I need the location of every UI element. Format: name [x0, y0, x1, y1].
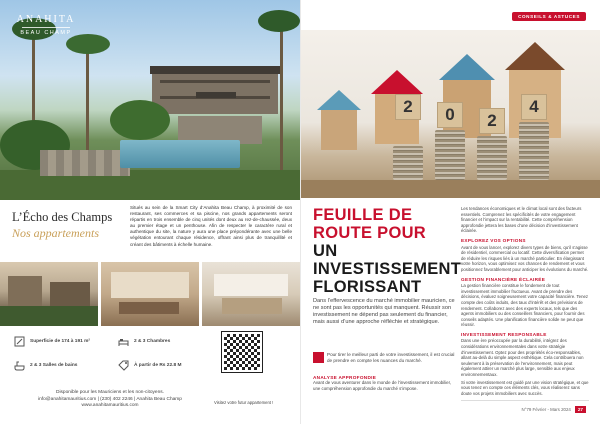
options-text: Avant de vous lancer, explorez divers types de biens, qu’il s’agisse de résidentiel, commercial ou locatif. Cette diversification permet de réduire les risques liés à un marché particulier. En élargissant votre horizon, vous optimisez vos chances de rendement et vous positionnez favorablement pour anticiper les évolutions du marché. [461, 244, 589, 272]
availability-text: Disponible pour les Mauriciens et les non-citoyens. [56, 390, 164, 395]
year-digit-3: 2 [479, 108, 505, 134]
headline-line-3: INVESTISSEMENT [313, 260, 462, 278]
houses-coins-image [301, 30, 600, 198]
intro-text: Les tendances économiques et le climat local sont des facteurs essentiels. Comprenez les spécificités de votre engagement financier et l’impact sur la rentabilité. Cette compréhension approfondie jettera les bases d’une décision d’investissement éclairée. [461, 206, 582, 234]
closing-text: Si votre investissement est guidé par une vision stratégique, et que vous tenez en compte ces éléments clés, vous réaliserez sans doute vos projets immobiliers avec succès. [461, 379, 589, 396]
analysis-text: Avant de vous aventurer dans le monde de l’investissement immobilier, une compréhension approfondie du marché s’impose. [313, 380, 452, 391]
finance-text: La gestion financière constitue le fondement de tout investissement immobilier fructueux. Avant de prendre des décisions, évaluez soigneusement votre capacité financière. Tenez compte des coûts induits, des taux d’intérêt et des prévisions de rendement. Collaborez avec des experts locaux, tels que des agents immobiliers ou des conseillers financiers, pour fournir des conseils adaptés. Une planification financière solide ne peut que réussir. [461, 283, 588, 328]
gallery-photo-living [101, 262, 199, 326]
year-digit-2: 0 [437, 102, 463, 128]
analysis-heading: ANALYSE APPROFONDIE [313, 375, 377, 380]
year-digit-4: 4 [521, 94, 547, 120]
section-title [12, 210, 120, 241]
contact-info [10, 390, 210, 410]
logo-subtitle: BEAU CHAMP [20, 30, 72, 36]
resort-hero-image [0, 0, 300, 200]
feature-area-text: Superficie de 174 à 191 m² [30, 338, 90, 344]
section-title-main: L’Écho des Champs [12, 210, 113, 224]
category-badge: CONSEILS & ASTUCES [512, 12, 586, 21]
anahita-logo [16, 14, 76, 36]
page-footer [522, 406, 586, 413]
article-headline [313, 206, 462, 296]
responsible-heading: INVESTISSEMENT RESPONSABLE [461, 331, 547, 337]
headline-line-2b: UN [313, 242, 338, 260]
area-icon [14, 336, 25, 347]
headline-line-4: FLORISSANT [313, 278, 422, 296]
feature-area [14, 336, 114, 347]
article-column-right [461, 206, 589, 398]
website-link[interactable]: www.anahitamauritius.com [81, 403, 139, 408]
pull-quote-text: Pour tirer le meilleur parti de votre investissement, il est crucial de prendre en compte les nuances du marché. [327, 352, 455, 363]
footer-divider [461, 400, 589, 401]
headline-line-2a: ROUTE POUR [313, 224, 427, 242]
page-number: 27 [575, 406, 586, 413]
feature-bathrooms-text: 2 & 3 Salles de bains [30, 362, 78, 368]
feature-price-text: À partir de Rs 22.8 M [134, 362, 182, 368]
headline-line-1: FEUILLE DE [313, 206, 413, 224]
qr-code[interactable] [222, 332, 262, 372]
lead-paragraph: Dans l’effervescence du marché immobilier mauricien, ce ne sont pas les opportunités qui manquent. Réussir son investissement ne dépend pas seulement du financier, mais aussi d’une approche réfléchie et stratégique. [313, 298, 455, 325]
gallery-photo-bedroom [202, 262, 300, 326]
right-page [300, 0, 600, 424]
responsible-text: Dans une ère préoccupée par la durabilité, intégrez des considérations environnementales dans votre stratégie d’investissement. Optez pour des propriétés éco-responsables, allant au-delà du simple aspect esthétique. Cela contribuera non seulement à la préservation de l’environnement, mais peut également attirer un marché plus large, sensible aux enjeux environnementaux. [461, 338, 584, 378]
qr-caption: Visitez votre futur appartement ! [214, 400, 274, 405]
issue-label: N°79 Février - Mars 2024 [521, 407, 571, 412]
dropcap-marker [313, 352, 324, 363]
apartment-info [0, 326, 300, 424]
finance-heading: GESTION FINANCIÈRE ÉCLAIRÉE [461, 276, 546, 282]
gallery-photo-exterior [0, 262, 98, 326]
feature-bathrooms [14, 360, 114, 371]
section-title-sub: Nos appartements [12, 226, 99, 240]
analysis-section [313, 372, 455, 392]
feature-bedrooms-text: 2 & 3 Chambres [134, 338, 171, 344]
intro-paragraph: Situés au sein de la Smart City d’Anahita Beau Champ, à proximité de son restaurant, ses commerces et sa piscine, nos grands appartements seront répartis en trois ensemble de cinq unités dont deux au rez-de-chaussée, deux au premier étage et un penthouse. Afin de respecter le caractère rural et authentique du site, la nature y aura une place prépondérante avec une belle végétation entourant chaque résidence, offrant ainsi plus de tranquillité et créant des bâtiments à échelle humaine. [130, 205, 292, 247]
pull-quote [313, 352, 455, 364]
contact-details[interactable]: info@anahitamauritius.com | (230) 402 2246 | Anahita Beau Champ [38, 396, 182, 402]
apartment-gallery [0, 262, 300, 326]
year-digit-1: 2 [395, 94, 421, 120]
price-icon [118, 360, 129, 371]
bath-icon [14, 360, 25, 371]
feature-price [118, 360, 208, 371]
logo-name: ANAHITA [16, 14, 76, 25]
feature-bedrooms [118, 336, 208, 347]
options-heading: EXPLOREZ VOS OPTIONS [461, 237, 526, 243]
bed-icon [118, 336, 129, 347]
